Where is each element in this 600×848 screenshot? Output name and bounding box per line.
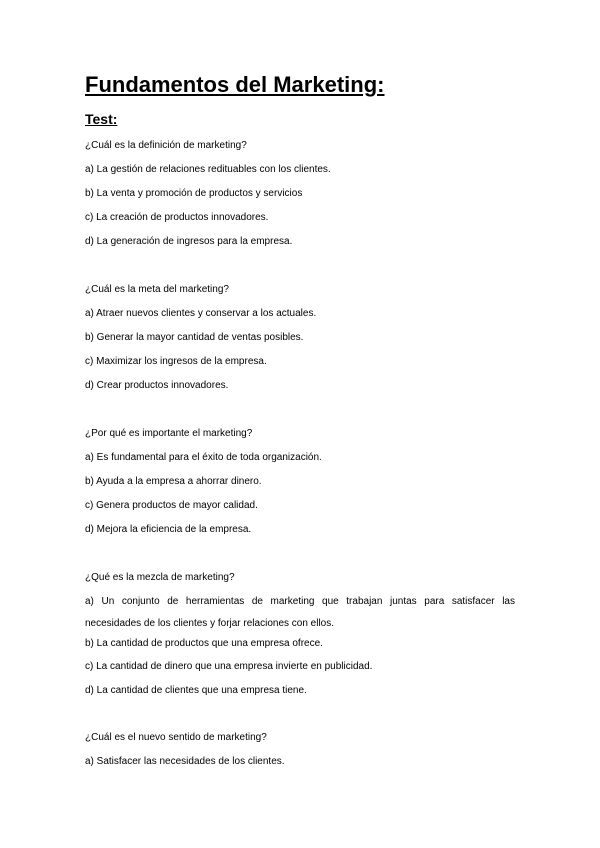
- answer-option: d) Crear productos innovadores.: [85, 380, 229, 391]
- answer-option: d) Mejora la eficiencia de la empresa.: [85, 524, 252, 535]
- answer-option: d) La generación de ingresos para la empresa.: [85, 236, 293, 247]
- answer-option: a) Es fundamental para el éxito de toda organización.: [85, 452, 322, 463]
- answer-option: b) Generar la mayor cantidad de ventas posibles.: [85, 332, 304, 343]
- answer-option: c) Genera productos de mayor calidad.: [85, 500, 258, 511]
- answer-option: a) La gestión de relaciones redituables con los clientes.: [85, 164, 331, 175]
- document-title: Fundamentos del Marketing:: [85, 72, 385, 97]
- answer-option: a) Atraer nuevos clientes y conservar a los actuales.: [85, 308, 317, 319]
- question-text: ¿Cuál es la definición de marketing?: [85, 140, 247, 151]
- answer-option: c) La creación de productos innovadores.: [85, 212, 269, 223]
- answer-option: b) La cantidad de productos que una empresa ofrece.: [85, 638, 323, 649]
- answer-option: d) La cantidad de clientes que una empresa tiene.: [85, 685, 307, 696]
- answer-option: a) Un conjunto de herramientas de marketing que trabajan juntas para satisfacer las necesidades de los clientes y forjar relaciones con ellos.: [85, 596, 515, 629]
- answer-option: c) Maximizar los ingresos de la empresa.: [85, 356, 267, 367]
- question-text: ¿Cuál es el nuevo sentido de marketing?: [85, 732, 267, 743]
- question-text: ¿Por qué es importante el marketing?: [85, 428, 253, 439]
- section-heading: Test:: [85, 111, 118, 127]
- answer-option: b) La venta y promoción de productos y servicios: [85, 188, 303, 199]
- answer-option: a) Satisfacer las necesidades de los clientes.: [85, 756, 285, 767]
- answer-option: b) Ayuda a la empresa a ahorrar dinero.: [85, 476, 262, 487]
- question-text: ¿Qué es la mezcla de marketing?: [85, 572, 235, 583]
- question-text: ¿Cuál es la meta del marketing?: [85, 284, 229, 295]
- answer-option: c) La cantidad de dinero que una empresa invierte en publicidad.: [85, 661, 373, 672]
